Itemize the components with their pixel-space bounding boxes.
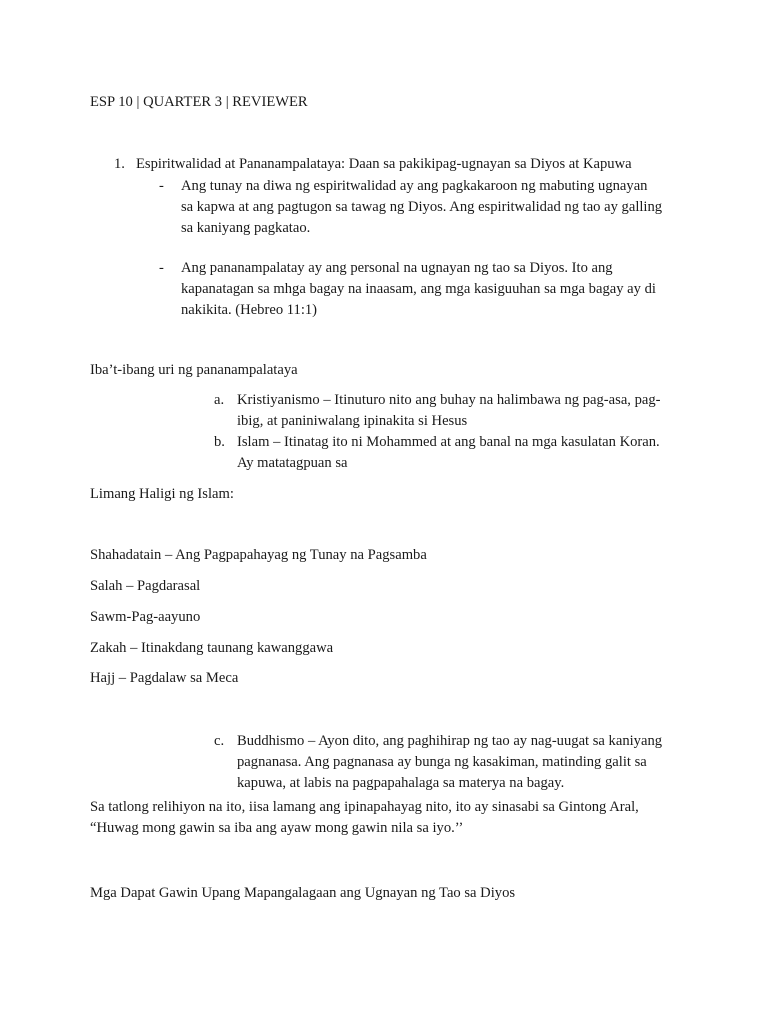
list-item-text <box>237 731 662 794</box>
list-item-text <box>237 390 661 432</box>
final-heading: Mga Dapat Gawin Upang Mapangalagaan ang Ugnayan ng Tao sa Diyos <box>90 885 516 901</box>
list-marker: a. <box>214 392 225 408</box>
document-title: ESP 10 | QUARTER 3 | REVIEWER <box>90 94 308 110</box>
text-line: kapanatagan sa mhga bagay na inaasam, ang mga kasiguuhan sa mga bagay ay di <box>181 281 656 297</box>
pillars-heading: Limang Haligi ng Islam: <box>90 486 234 502</box>
text-line: sa kaniyang pagkatao. <box>181 220 311 236</box>
list-marker: b. <box>214 434 225 450</box>
summary-paragraph <box>90 797 639 839</box>
bullet-dash: - <box>159 260 164 276</box>
bullet-dash: - <box>159 178 164 194</box>
text-line: Islam – Itinatag ito ni Mohammed at ang banal na mga kasulatan Koran. <box>237 434 660 450</box>
pillar-item: Zakah – Itinakdang taunang kawanggawa <box>90 640 334 656</box>
text-line: Ang pananampalatay ay ang personal na ugnayan ng tao sa Diyos. Ito ang <box>181 260 613 276</box>
text-line: Sa tatlong relihiyon na ito, iisa lamang ang ipinapahayag nito, ito ay sinasabi sa Gintong Aral, <box>90 799 639 815</box>
text-line: Ang tunay na diwa ng espiritwalidad ay ang pagkakaroon ng mabuting ugnayan <box>181 178 648 194</box>
text-line: “Huwag mong gawin sa iba ang ayaw mong gawin nila sa iyo.’’ <box>90 820 464 836</box>
pillar-item: Salah – Pagdarasal <box>90 578 201 594</box>
text-line: Kristiyanismo – Itinuturo nito ang buhay na halimbawa ng pag-asa, pag- <box>237 392 661 408</box>
text-line: nakikita. (Hebreo 11:1) <box>181 302 318 318</box>
text-line: pagnanasa. Ang pagnanasa ay bunga ng kasakiman, matinding galit sa <box>237 754 647 770</box>
text-line: Buddhismo – Ayon dito, ang paghihirap ng tao ay nag-uugat sa kaniyang <box>237 733 663 749</box>
section-heading: Espiritwalidad at Pananampalataya: Daan sa pakikipag-ugnayan sa Diyos at Kapuwa <box>136 156 632 172</box>
text-line: sa kapwa at ang pagtugon sa tawag ng Diyos. Ang espiritwalidad ng tao ay galling <box>181 199 663 215</box>
text-line: ibig, at paniniwalang ipinakita si Hesus <box>237 413 468 429</box>
bullet-text <box>181 258 656 321</box>
pillar-item: Sawm-Pag-aayuno <box>90 609 201 625</box>
text-line: kapuwa, at labis na pagpapahalaga sa materya na bagay. <box>237 775 565 791</box>
bullet-text <box>181 176 662 239</box>
text-line: Ay matatagpuan sa <box>237 455 348 471</box>
list-marker: c. <box>214 733 225 749</box>
types-heading: Iba’t-ibang uri ng pananampalataya <box>90 362 298 378</box>
list-item-text <box>237 432 660 474</box>
pillar-item: Hajj – Pagdalaw sa Meca <box>90 670 239 686</box>
list-number: 1. <box>114 156 125 172</box>
pillar-item: Shahadatain – Ang Pagpapahayag ng Tunay na Pagsamba <box>90 547 427 563</box>
